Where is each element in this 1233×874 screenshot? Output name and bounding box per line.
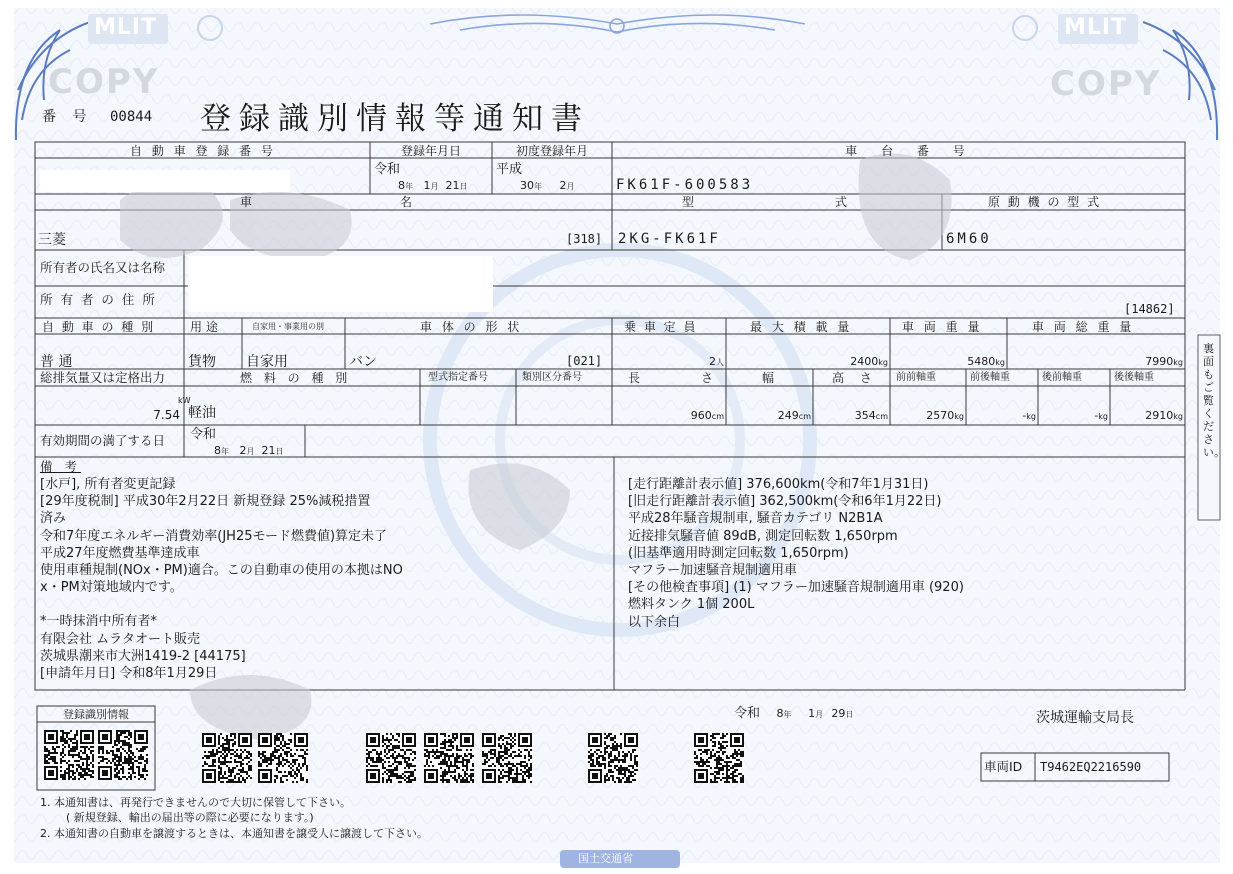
remark-right-line: [その他検査事項] (1) マフラー加速騒音規制適用車 (920) [628,580,964,596]
redaction-reg-number [40,170,290,192]
ff-value: 2570kg [926,409,964,422]
copy-watermark-right: COPY [1050,64,1162,104]
qr-code [424,733,474,783]
displacement-value: 7.54 [153,408,180,422]
engine-value: 6M60 [946,231,992,247]
fr-value: -kg [1022,409,1036,422]
height-value: 354cm [854,409,888,422]
vehicle-name-code: [318] [566,232,603,246]
reg-date-label: 登録年月日 [400,144,461,158]
fuel-value: 軽油 [188,405,216,421]
vehicle-id-label: 車両ID [984,759,1023,774]
remark-left-line: [水戸], 所有者変更記録 [40,477,176,492]
owner-address-label: 所 有 者 の 住 所 [40,292,157,307]
qr-code [366,733,416,783]
max-load-label: 最 大 積 載 量 [750,320,853,334]
name-label-1: 車 [240,195,253,209]
remark-right-line: マフラー加速騒音規制適用車 [628,563,798,579]
side-note: 裏面もご覧ください。 [1203,342,1225,459]
document-title: 登録識別情報等通知書 [200,101,590,137]
remarks-label: 備 考 [40,459,81,474]
type-designation-label: 型式指定番号 [428,372,488,383]
remark-left-line: 済み [40,511,67,527]
remark-left-line: 使用車種規制(NOx・PM)適合。この自動車の使用の本拠はNO [40,563,403,579]
qr-code [258,733,308,783]
rr-value: 2910kg [1145,409,1183,422]
vehicle-id: T9462EQ2216590 [1040,760,1142,774]
remark-left-line: [申請年月日] 令和8年1月29日 [40,666,218,682]
rf-value: -kg [1094,409,1108,422]
width-value: 249cm [777,409,811,422]
reg-date: 8年 1月 21日 [398,179,468,192]
remark-right-line: 平成28年騒音規制車, 騒音カテゴリ N2B1A [628,511,883,527]
engine-label: 原 動 機 の 型 式 [988,195,1102,209]
qr-code [694,733,744,783]
remark-right-line: 燃料タンク 1個 200L [628,597,755,613]
rr-label: 後後軸重 [1114,372,1154,383]
private-value: 自家用 [246,354,288,370]
height-label: 高 さ [832,371,878,385]
kind-value: 普 通 [40,354,73,370]
first-reg-era: 平成 [496,162,523,177]
issue-date: 令和 8年 1月 29日 [734,706,854,721]
gross-label: 車 両 総 重 量 [1032,320,1135,334]
expiry-label: 有効期間の満了する日 [40,433,166,448]
mlit-left: MLIT [94,15,158,40]
number-label: 番 号 [42,109,93,125]
issuer: 茨城運輸支局長 [1036,710,1134,726]
qr-code [44,730,94,780]
footer-note-2: ( 新規登録、輸出の届出等の際に必要になります。) [66,811,314,824]
qr-code [482,733,532,783]
expiry-date: 8年 2月 21日 [214,444,284,457]
max-load-value: 2400kg [850,355,888,368]
first-reg-date: 30年 2月 [520,179,575,192]
expiry-era: 令和 [190,427,217,442]
remark-left-line: 令和7年度エネルギー消費効率(JH25モード燃費値)算定未了 [40,528,388,544]
remark-left-line [40,596,403,613]
gross-value: 7990kg [1145,355,1183,368]
mlit-right: MLIT [1064,15,1128,40]
remark-left-line: 有限会社 ムラタオート販売 [40,631,201,647]
body-value: バン [349,354,377,370]
model-label-2: 式 [835,195,848,209]
private-label: 自家用・事業用の別 [252,322,324,331]
remark-left-line: 平成27年度燃費基準達成車 [40,545,200,561]
ff-label: 前前軸重 [896,372,936,383]
fr-label: 前後軸重 [970,372,1010,383]
model-value: 2KG-FK61F [618,231,721,247]
redaction-owner [188,256,493,312]
reg-era: 令和 [374,162,401,177]
vehicle-name: 三菱 [38,232,66,248]
owner-name-label: 所有者の氏名又は名称 [40,260,166,275]
remark-right-line: 近接排気騒音値 89dB, 測定回転数 1,650rpm [628,528,898,544]
body-label: 車 体 の 形 状 [420,320,523,334]
first-reg-label: 初度登録年月 [515,144,588,158]
qr-code [98,730,148,780]
use-value: 貨物 [188,354,216,370]
length-label-1: 長 さ [628,371,714,385]
remark-left-line: x・PM対策地域内です。 [40,580,183,596]
copy-watermark-left: COPY [48,62,160,102]
length-value: 960cm [690,409,724,422]
remarks-right [628,476,964,631]
chassis-label: 車 台 番 号 [845,144,975,158]
qr-code [202,733,252,783]
fuel-label: 燃 料 の 種 別 [240,371,352,385]
displacement-label: 総排気量又は定格出力 [40,370,166,385]
owner-address-code: [14862] [1124,302,1175,316]
weight-label: 車 両 重 量 [902,320,983,334]
capacity-label: 乗 車 定 員 [624,320,698,334]
remark-right-line: (旧基準適用時測定回転数 1,650rpm) [628,545,849,561]
footer-note-3: 2. 本通知書の自動車を譲渡するときは、本通知書を譲受人に譲渡して下さい。 [40,827,428,840]
capacity-value: 2人 [709,355,724,368]
class-label: 類別区分番号 [522,372,582,383]
remark-right-line: [走行距離計表示値] 376,600km(令和7年1月31日) [628,477,929,492]
remark-right-line: 以下余白 [628,614,681,630]
model-label-1: 型 [682,195,695,209]
bottom-seal: 国土交通省 [578,852,633,865]
rf-label: 後前軸重 [1042,372,1082,383]
qr-code [588,733,638,783]
remark-right-line: [旧走行距離計表示値] 362,500km(令和6年1月22日) [628,494,942,510]
footer-note-1: 1. 本通知書は、再発行できませんので大切に保管して下さい。 [40,796,351,809]
use-label: 用 途 [190,320,218,334]
kind-label: 自 動 車 の 種 別 [42,320,156,334]
remark-left-line: 茨城県潮来市大洲1419-2 [44175] [40,648,246,664]
qr-box-label: 登録識別情報 [63,708,129,721]
name-label-2: 名 [400,195,413,209]
displacement-unit: kW [178,396,191,405]
remark-left-line: [29年度税制] 平成30年2月22日 新規登録 25%減税措置 [40,494,371,510]
chassis-number: FK61F-600583 [616,177,754,193]
document-number: 00844 [110,109,153,125]
body-code: [021] [566,354,603,368]
width-label: 幅 [762,371,775,385]
reg-number-label: 自 動 車 登 録 番 号 [130,144,276,158]
weight-value: 5480kg [967,355,1005,368]
remarks-left [40,476,403,682]
remark-left-line: *一時抹消中所有者* [40,614,158,630]
